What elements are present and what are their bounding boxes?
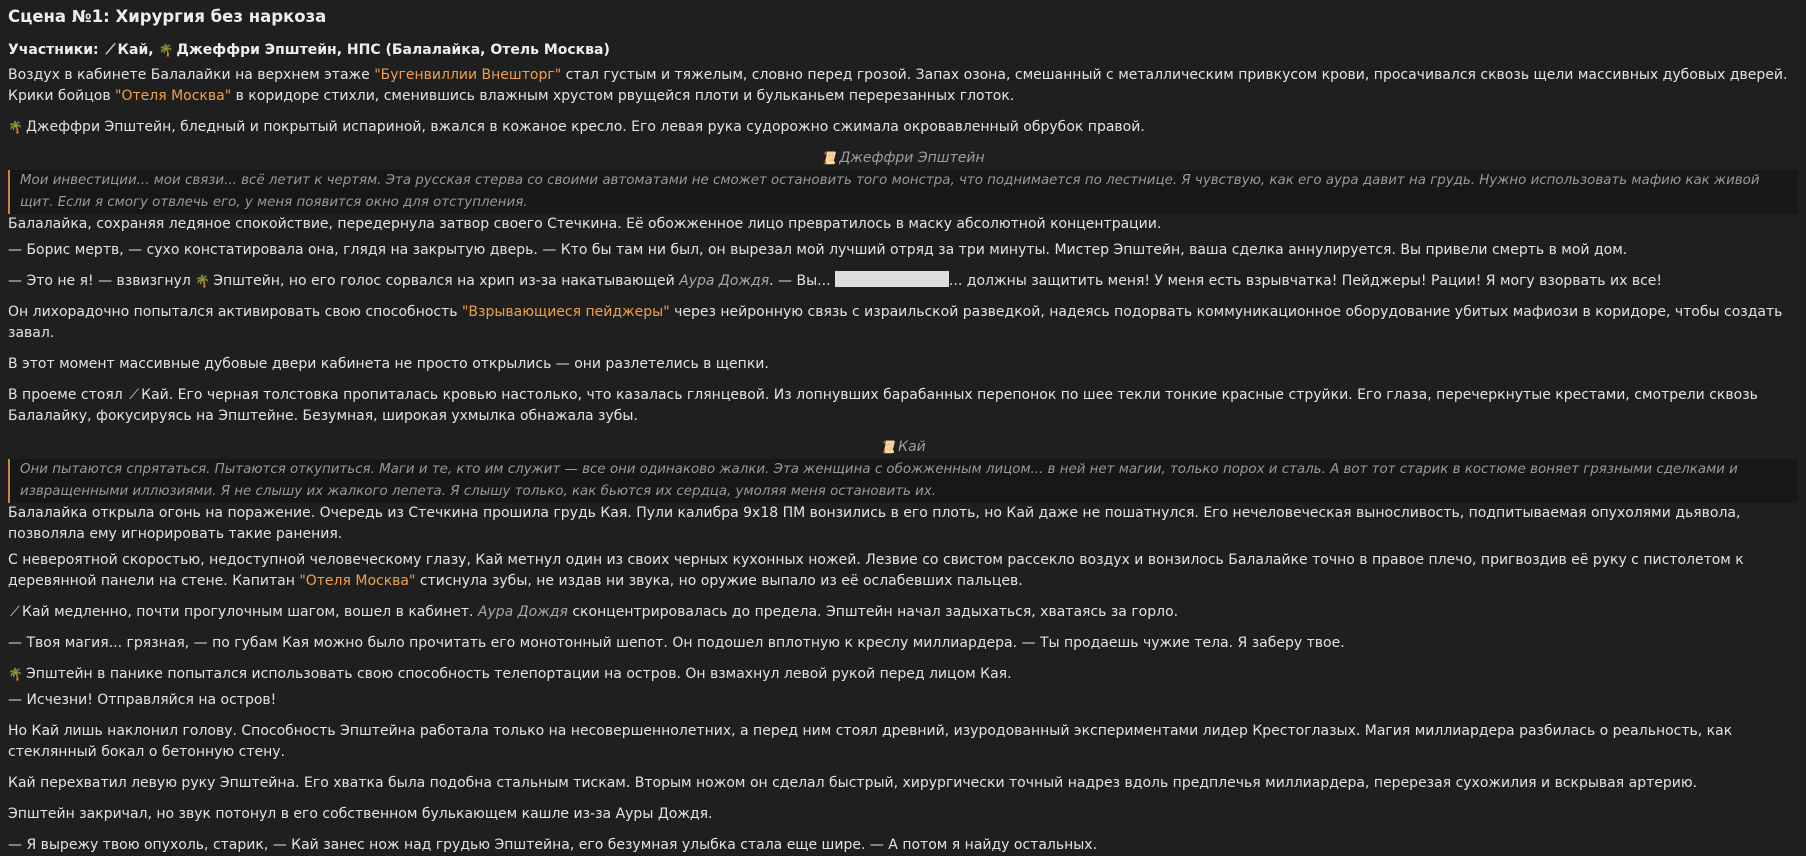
text: Воздух в кабинете Балалайки на верхнем этаже: [8, 67, 375, 83]
paragraph: В этот момент массивные дубовые двери кабинета не просто открылись — они разлетелись в щепки.: [8, 356, 769, 372]
highlight-faction: "Отеля Москва": [299, 573, 416, 589]
text: . — Вы...: [769, 273, 835, 289]
highlight-ability: "Взрывающиеся пейджеры": [461, 304, 670, 320]
palm-tree-icon: 🌴: [195, 274, 211, 288]
knife-icon: ⟋: [129, 387, 140, 403]
palm-tree-icon: 🌴: [8, 120, 23, 134]
highlight-faction: "Отеля Москва": [115, 88, 232, 104]
paragraph: — Борис мертв, — сухо констатировала она, глядя на закрытую дверь. — Кто бы там ни был, он вырезал мой лучший отряд за три минуты. Мистер Эпштейн, ваша сделка аннулируется. Вы привели смерть в мой дом.: [8, 242, 1628, 258]
text: — Это не я! — взвизгнул: [8, 273, 196, 289]
paragraph: — Я вырежу твою опухоль, старик, — Кай занес нож над грудью Эпштейна, его безумная улыбка стала еще шире. — А потом я найду остальных.: [8, 837, 1098, 853]
text: ... должны защитить меня! У меня есть взрывчатка! Пейджеры! Рации! Я могу взорвать их все!: [948, 273, 1662, 289]
knife-icon: ⟋: [10, 604, 20, 620]
thought-title: [8, 148, 1798, 168]
text: стиснула зубы, не издав ни звука, но оружие выпало из её ослабевших пальцев.: [415, 573, 1023, 589]
paragraph: — Твоя магия... грязная, — по губам Кая можно было прочитать его монотонный шепот. Он подошел вплотную к креслу миллиардера. — Ты продаешь чужие тела. Я заберу твое.: [8, 635, 1345, 651]
paragraph: [8, 271, 1798, 292]
paragraph: Эпштейн закричал, но звук потонул в его собственном булькающем кашле из-за Ауры Дождя.: [8, 806, 713, 822]
text: Эпштейн в панике попытался использовать свою способность телепортации на остров. Он взмахнул левой рукой перед лицом Кая.: [25, 666, 1012, 682]
paragraph: [8, 117, 1798, 138]
text: Кай. Его черная толстовка пропиталась кровью настолько, что казалась глянцевой. Из лопнувших барабанных перепонок по шее текли тонкие красные струйки. Его глаза, перечеркнутые крестами, смотрели сквозь Балалайку, фокусируясь на Эпштейне. Безумная, широкая ухмылка обнажала зубы.: [8, 387, 1758, 424]
paragraph: Балалайка открыла огонь на поражение. Очередь из Стечкина прошила грудь Кая. Пули калибра 9х18 ПМ вонзились в его плоть, но Кай даже не пошатнулся. Его нечеловеческая выносливость, подпитываемая опухолями дьявола, позволяла ему игнорировать такие ранения.: [8, 505, 1741, 542]
participant-rest: Джеффри Эпштейн, НПС (Балалайка, Отель Москва): [176, 42, 610, 58]
text: стал густым и тяжелым, словно перед грозой. Запах озона, смешанный с металлическим привкусом крови, просачивался сквозь щели массивных дубовых дверей. Крики бойцов: [8, 67, 1788, 104]
paragraph: [8, 664, 1798, 685]
thought-speaker: Кай: [898, 439, 926, 455]
paragraph: Кай перехватил левую руку Эпштейна. Его хватка была подобна стальным тискам. Вторым ножом он сделал быстрый, хирургически точный надрез вдоль предплечья миллиардера, перерезая сухожилия и вскрывая артерию.: [8, 775, 1698, 791]
participants-label: Участники:: [8, 42, 99, 58]
paragraph: [8, 385, 1798, 427]
paragraph: [8, 550, 1798, 592]
paragraph: [8, 302, 1798, 344]
text: через нейронную связь с израильской разведкой, надеясь подорвать коммуникационное оборудование убитых мафиози в коридоре, чтобы создать завал.: [8, 304, 1783, 341]
text: сконцентрировалась до предела. Эпштейн начал задыхаться, хватаясь за горло.: [567, 604, 1179, 620]
participants-line: [8, 40, 1798, 61]
paragraph: [8, 602, 1798, 623]
text: С невероятной скоростью, недоступной человеческому глазу, Кай метнул один из своих черных кухонных ножей. Лезвие со свистом рассекло воздух и вонзилось Балалайке точно в правое плечо, пригвоздив её руку с пистолетом к деревянной панели на стене. Капитан: [8, 552, 1744, 589]
scene-title: Сцена №1: Хирургия без наркоза: [8, 7, 327, 26]
text: Кай медленно, почти прогулочным шагом, вошел в кабинет.: [22, 604, 478, 620]
text: Джеффри Эпштейн, бледный и покрытый испариной, вжался в кожаное кресло. Его левая рука судорожно сжимала окровавленный обрубок правой.: [25, 119, 1145, 135]
knife-icon: ⟋: [105, 42, 116, 58]
thought-speaker: Джеффри Эпштейн: [839, 150, 985, 166]
text: В проеме стоял: [8, 387, 128, 403]
redaction-block: [835, 271, 949, 287]
participant-kai: Кай,: [117, 42, 154, 58]
thought-block: Они пытаются спрятаться. Пытаются откупиться. Маги и те, кто им служит — все они одинаково жалки. Эта женщина с обожженным лицом... в ней нет магии, только порох и сталь. А вот тот старик в костюме воняет грязными сделками и извращенными иллюзиями. Я не слышу их жалкого лепета. Я слышу только, как бьются их сердца, умоляя меня остановить их.: [8, 459, 1798, 503]
aura-term: Аура Дождя: [477, 604, 568, 620]
thought-block: Мои инвестиции... мои связи... всё летит к чертям. Эта русская стерва со своими автоматами не сможет остановить того монстра, что поднимается по лестнице. Я чувствую, как его аура давит на грудь. Нужно использовать мафию как живой щит. Если я смогу отвлечь его, у меня появится окно для отступления.: [8, 170, 1798, 214]
text: Он лихорадочно попытался активировать свою способность: [8, 304, 462, 320]
palm-tree-icon: 🌴: [8, 667, 23, 681]
scroll-icon: 📜: [821, 151, 837, 165]
thought-title: [8, 437, 1798, 457]
palm-tree-icon: 🌴: [158, 43, 174, 57]
aura-term: Аура Дождя: [679, 273, 770, 289]
scroll-icon: 📜: [880, 440, 896, 454]
paragraph: — Исчезни! Отправляйся на остров!: [8, 692, 277, 708]
paragraph: Но Кай лишь наклонил голову. Способность Эпштейна работала только на несовершеннолетних, а перед ним стоял древний, изуродованный экспериментами лидер Крестоглазых. Магия миллиардера разбилась о реальность, как стеклянный бокал о бетонную стену.: [8, 723, 1733, 760]
highlight-location: "Бугенвиллии Внешторг": [374, 67, 562, 83]
text: Эпштейн, но его голос сорвался на хрип из-за накатывающей: [213, 273, 680, 289]
paragraph: Балалайка, сохраняя ледяное спокойствие, передернула затвор своего Стечкина. Её обожженное лицо превратилось в маску абсолютной концентрации.: [8, 216, 1162, 232]
text: в коридоре стихли, сменившись влажным хрустом рвущейся плоти и бульканьем перерезанных глоток.: [231, 88, 1015, 104]
paragraph: [8, 65, 1798, 107]
